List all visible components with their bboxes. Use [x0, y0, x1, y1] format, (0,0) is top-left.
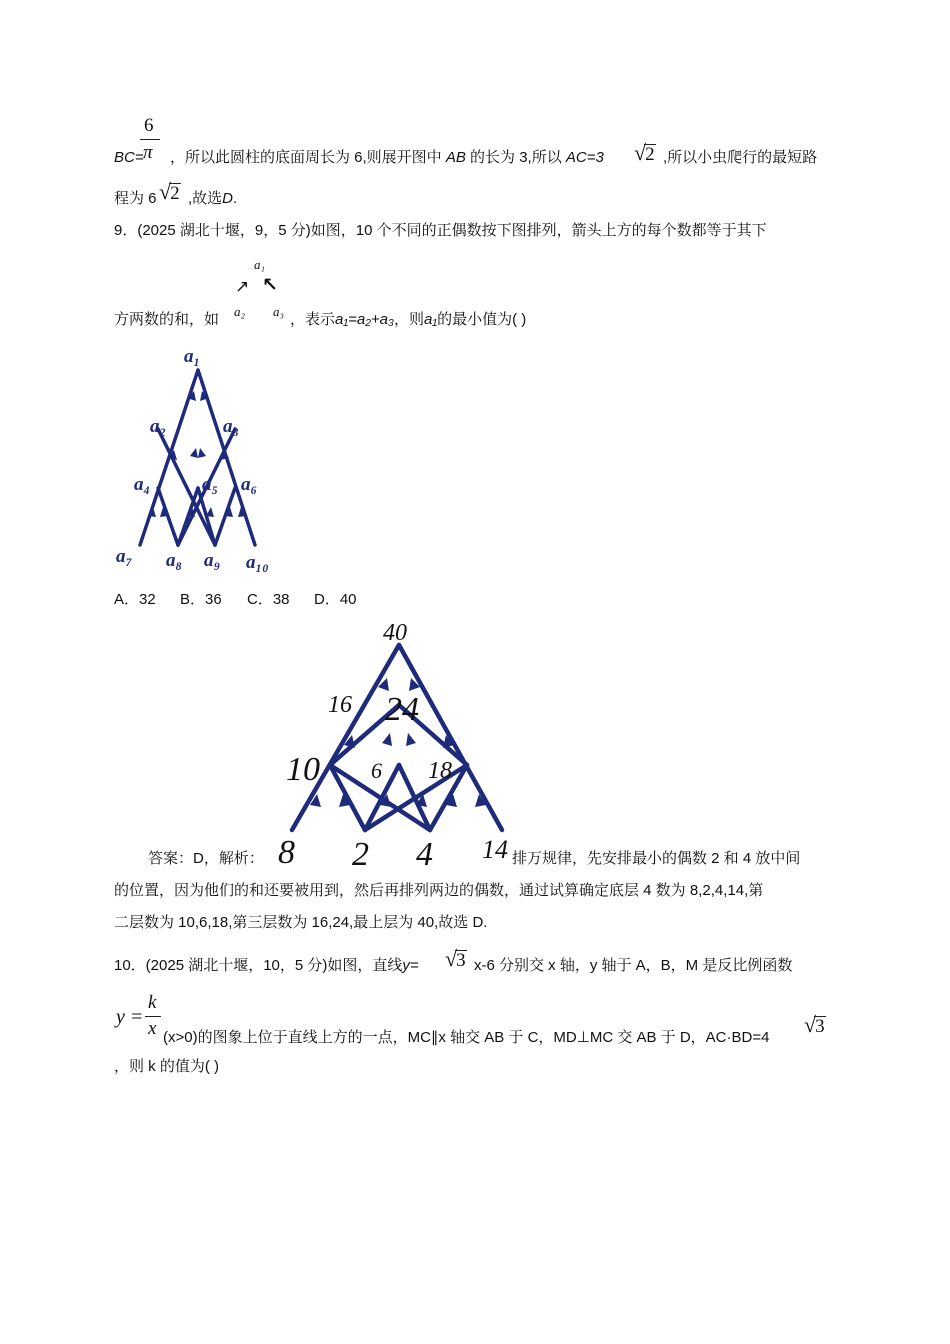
q8-period: . [233, 190, 238, 207]
answer-value-6: 6 [371, 758, 382, 783]
answer-value-4: 4 [416, 836, 433, 870]
fraction-bar [140, 139, 160, 140]
q8-line-2-text: ,故选 [188, 190, 223, 207]
sqrt-3-a-radicand: 3 [456, 950, 466, 971]
sqrt-2-a-radicand: 2 [645, 144, 655, 165]
sqrt-2-a: √2 [634, 140, 655, 165]
mini-a3: a₃ [273, 304, 285, 319]
q8-line-2-end [188, 191, 237, 206]
diagram-label-a7: a₇ [116, 546, 133, 567]
ac-label: AC=3 [565, 149, 604, 166]
mini-arrow-right-icon: ↖ [262, 275, 278, 296]
q8-line-1 [114, 150, 144, 165]
func-y: y = [116, 1006, 144, 1028]
func-fraction-bar [145, 1016, 161, 1017]
q9-line-2-b: ，表示 [290, 311, 336, 328]
option-a: A．32 [114, 591, 156, 608]
diagram-label-a3: a₃ [223, 416, 240, 437]
fraction-denominator: π [143, 142, 153, 163]
q9-line-2-c: ，则 [393, 311, 424, 328]
answer-prefix: 答案：D，解析： [148, 850, 264, 867]
q9-line-2-rest [290, 312, 526, 327]
q9-a1: a₁ [423, 311, 438, 328]
option-d: D．40 [314, 591, 357, 608]
diagram-label-a6: a₆ [241, 474, 258, 495]
answer-value-8: 8 [278, 834, 295, 870]
q10-y-eq: y= [402, 957, 419, 974]
answer-line-2: 的位置，因为他们的和还要被用到，然后再排列两边的偶数，通过试算确定底层 4 数为 8,2,4,14,第 [114, 882, 764, 899]
diagram-label-a2: a₂ [150, 416, 167, 437]
sqrt-3-b-radicand: 3 [815, 1016, 825, 1037]
sqrt-3-a: √3 [445, 946, 466, 971]
q8-line-1-text [170, 150, 604, 165]
q8-line-1-part-a: ，所以此圆柱的底面周长为 6,则展开图中 [170, 149, 442, 166]
bc-label: BC= [114, 149, 144, 166]
sqrt-3-b: √3 [804, 1012, 825, 1037]
q9-header: 9．(2025 湖北十堰，9，5 分)如图，10 个不同的正偶数按下图排列，箭头上方的每个数都等于其下 [114, 222, 767, 239]
q10-line-2: (x>0)的图象上位于直线上方的一点，MC∥x 轴交 AB 于 C，MD⊥MC 交 AB 于 D，AC·BD=4 [163, 1029, 770, 1046]
sqrt-2-b-radicand: 2 [170, 183, 180, 204]
q9-formula: a₁=a₂+a₃ [335, 311, 394, 328]
answer-value-2: 2 [352, 836, 369, 870]
answer-value-16: 16 [328, 692, 352, 718]
diagram-label-a8: a₈ [166, 550, 183, 571]
ab-label: AB [445, 149, 466, 166]
q9-diagram [110, 340, 290, 575]
diagram-label-a9: a₉ [204, 550, 221, 571]
q8-line-1-part-b: 的长为 3,所以 [470, 149, 562, 166]
answer-line-3: 二层数为 10,6,18,第三层数为 16,24,最上层为 40,故选 D. [114, 914, 488, 931]
diagram-label-a4: a₄ [134, 474, 151, 495]
answer-value-40: 40 [383, 620, 407, 646]
answer-value-14: 14 [482, 835, 508, 864]
mini-arrow-left-icon: ↗ [235, 277, 250, 296]
q9-line-2-a: 方两数的和，如 [114, 311, 220, 328]
option-b: B．36 [180, 591, 222, 608]
q10-line-3: ，则 k 的值为( ) [114, 1058, 219, 1075]
q8-line-1-end: ,所以小虫爬行的最短路 [663, 149, 818, 166]
diagram-label-a10: a₁₀ [246, 552, 269, 573]
sqrt-2-b: √2 [159, 179, 180, 204]
func-x: x [148, 1018, 157, 1039]
mini-a2: a₂ [234, 304, 246, 319]
q10-line-1-a [114, 958, 419, 973]
q10-header-b: x-6 分别交 x 轴，y 轴于 A，B，M 是反比例函数 [474, 957, 793, 974]
answer-line-1-end: 排万规律，先安排最小的偶数 2 和 4 放中间 [512, 850, 801, 867]
diagram-label-a5: a₅ [202, 474, 219, 495]
fraction-numerator: 6 [144, 115, 154, 136]
mini-a1: a₁ [254, 257, 266, 272]
q9-line-2-d: 的最小值为( ) [437, 311, 527, 328]
answer-value-24: 24 [385, 691, 419, 728]
option-c: C．38 [247, 591, 290, 608]
diagram-label-a1: a₁ [184, 346, 201, 367]
q10-header-a: 10．(2025 湖北十堰，10，5 分)如图，直线 [114, 957, 403, 974]
answer-value-10: 10 [286, 751, 320, 788]
func-k: k [148, 992, 157, 1013]
q9-answer-diagram [270, 615, 520, 870]
answer-value-18: 18 [428, 758, 452, 784]
q8-answer: D [222, 190, 234, 207]
q8-line-2-start: 程为 6 [114, 190, 157, 207]
